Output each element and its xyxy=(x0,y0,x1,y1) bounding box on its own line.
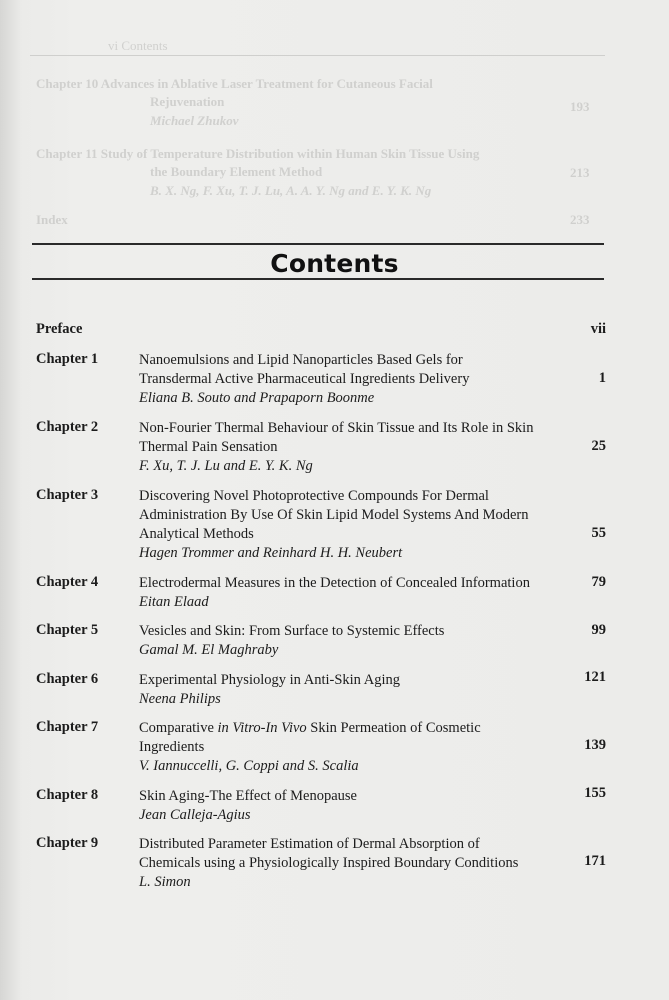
toc-page-number: 1 xyxy=(598,370,606,386)
bleed-line: Chapter 11 Study of Temperature Distribution within Human Skin Tissue Using xyxy=(36,146,480,161)
chapter-title-line: Nanoemulsions and Lipid Nanoparticles Based Gels for xyxy=(139,352,463,368)
toc-body xyxy=(139,787,559,825)
bleed-line: B. X. Ng, F. Xu, T. J. Lu, A. A. Y. Ng and E. Y. K. Ng xyxy=(150,183,432,198)
chapter-authors: F. Xu, T. J. Lu and E. Y. K. Ng xyxy=(139,458,313,474)
chapter-authors: L. Simon xyxy=(139,874,191,890)
toc-label: Chapter 5 xyxy=(36,622,99,638)
chapter-title-line xyxy=(139,719,559,738)
chapter-title-line: Transdermal Active Pharmaceutical Ingredients Delivery xyxy=(139,371,470,387)
chapter-title-line: Distributed Parameter Estimation of Dermal Absorption of xyxy=(139,836,480,852)
chapter-authors: Hagen Trommer and Reinhard H. H. Neubert xyxy=(139,545,403,561)
toc-body xyxy=(139,419,559,476)
toc-body xyxy=(139,622,559,660)
toc-label: Chapter 3 xyxy=(36,487,99,503)
bleed-line: Michael Zhukov xyxy=(150,113,239,128)
chapter-title-line: Electrodermal Measures in the Detection of Concealed Information xyxy=(139,575,530,591)
chapter-authors: V. Iannuccelli, G. Coppi and S. Scalia xyxy=(139,758,359,774)
chapter-authors: Neena Philips xyxy=(139,691,221,707)
toc-label: Chapter 9 xyxy=(36,835,99,851)
chapter-authors: Eliana B. Souto and Prapaporn Boonme xyxy=(139,390,375,406)
toc-page-number: 171 xyxy=(584,853,606,869)
title-rule-bottom xyxy=(32,278,604,280)
toc-page-number: vii xyxy=(590,321,606,337)
chapter-title-line: Ingredients xyxy=(139,739,205,755)
toc-body xyxy=(139,671,559,709)
toc-body xyxy=(139,351,559,408)
title-rule-top xyxy=(32,243,604,245)
toc-page-number: 79 xyxy=(591,574,606,590)
toc-page-number: 99 xyxy=(591,622,606,638)
bleed-line: Rejuvenation xyxy=(150,94,225,109)
toc-label: Chapter 6 xyxy=(36,671,99,687)
toc-label: Preface xyxy=(36,321,83,337)
chapter-title-text: Skin Permeation of Cosmetic xyxy=(306,720,481,736)
chapter-title-line: Vesicles and Skin: From Surface to Systemic Effects xyxy=(139,623,445,639)
chapter-title-line: Analytical Methods xyxy=(139,526,254,542)
chapter-title-line: Administration By Use Of Skin Lipid Model Systems And Modern xyxy=(139,507,529,523)
chapter-title-line: Non-Fourier Thermal Behaviour of Skin Tissue and Its Role in Skin xyxy=(139,420,534,436)
page-title: Contents xyxy=(270,249,399,278)
bleed-header: vi Contents xyxy=(108,38,168,53)
bleed-line: Chapter 10 Advances in Ablative Laser Treatment for Cutaneous Facial xyxy=(36,76,433,91)
chapter-title-line: Experimental Physiology in Anti-Skin Aging xyxy=(139,672,400,688)
chapter-authors: Gamal M. El Maghraby xyxy=(139,642,279,658)
bleed-number: 193 xyxy=(570,99,590,114)
toc-body xyxy=(139,487,559,563)
toc-label: Chapter 4 xyxy=(36,574,99,590)
bleed-rule xyxy=(30,55,605,56)
toc-body xyxy=(139,574,559,612)
toc-page-number: 25 xyxy=(591,438,606,454)
toc-page-number: 121 xyxy=(584,669,606,685)
toc-page-number: 55 xyxy=(591,525,606,541)
bleed-line: Index xyxy=(36,212,68,227)
chapter-title-line: Discovering Novel Photoprotective Compounds For Dermal xyxy=(139,488,489,504)
toc-page-number: 155 xyxy=(584,785,606,801)
toc-page-number: 139 xyxy=(584,737,606,753)
chapter-title-line: Thermal Pain Sensation xyxy=(139,439,278,455)
chapter-title-line: Skin Aging-The Effect of Menopause xyxy=(139,788,357,804)
chapter-authors: Jean Calleja-Agius xyxy=(139,807,251,823)
toc-label: Chapter 8 xyxy=(36,787,99,803)
toc-label: Chapter 1 xyxy=(36,351,99,367)
bleed-number: 233 xyxy=(570,212,590,227)
chapter-title-line: Chemicals using a Physiologically Inspired Boundary Conditions xyxy=(139,855,519,871)
toc-label: Chapter 2 xyxy=(36,419,99,435)
toc-body xyxy=(139,835,559,892)
toc-label: Chapter 7 xyxy=(36,719,99,735)
chapter-title-text: Comparative xyxy=(139,720,218,736)
toc-body xyxy=(139,719,559,776)
bleed-number: 213 xyxy=(570,165,590,180)
chapter-authors: Eitan Elaad xyxy=(139,594,209,610)
chapter-title-italic: in Vitro-In Vivo xyxy=(217,720,307,736)
bleed-line: the Boundary Element Method xyxy=(150,164,323,179)
